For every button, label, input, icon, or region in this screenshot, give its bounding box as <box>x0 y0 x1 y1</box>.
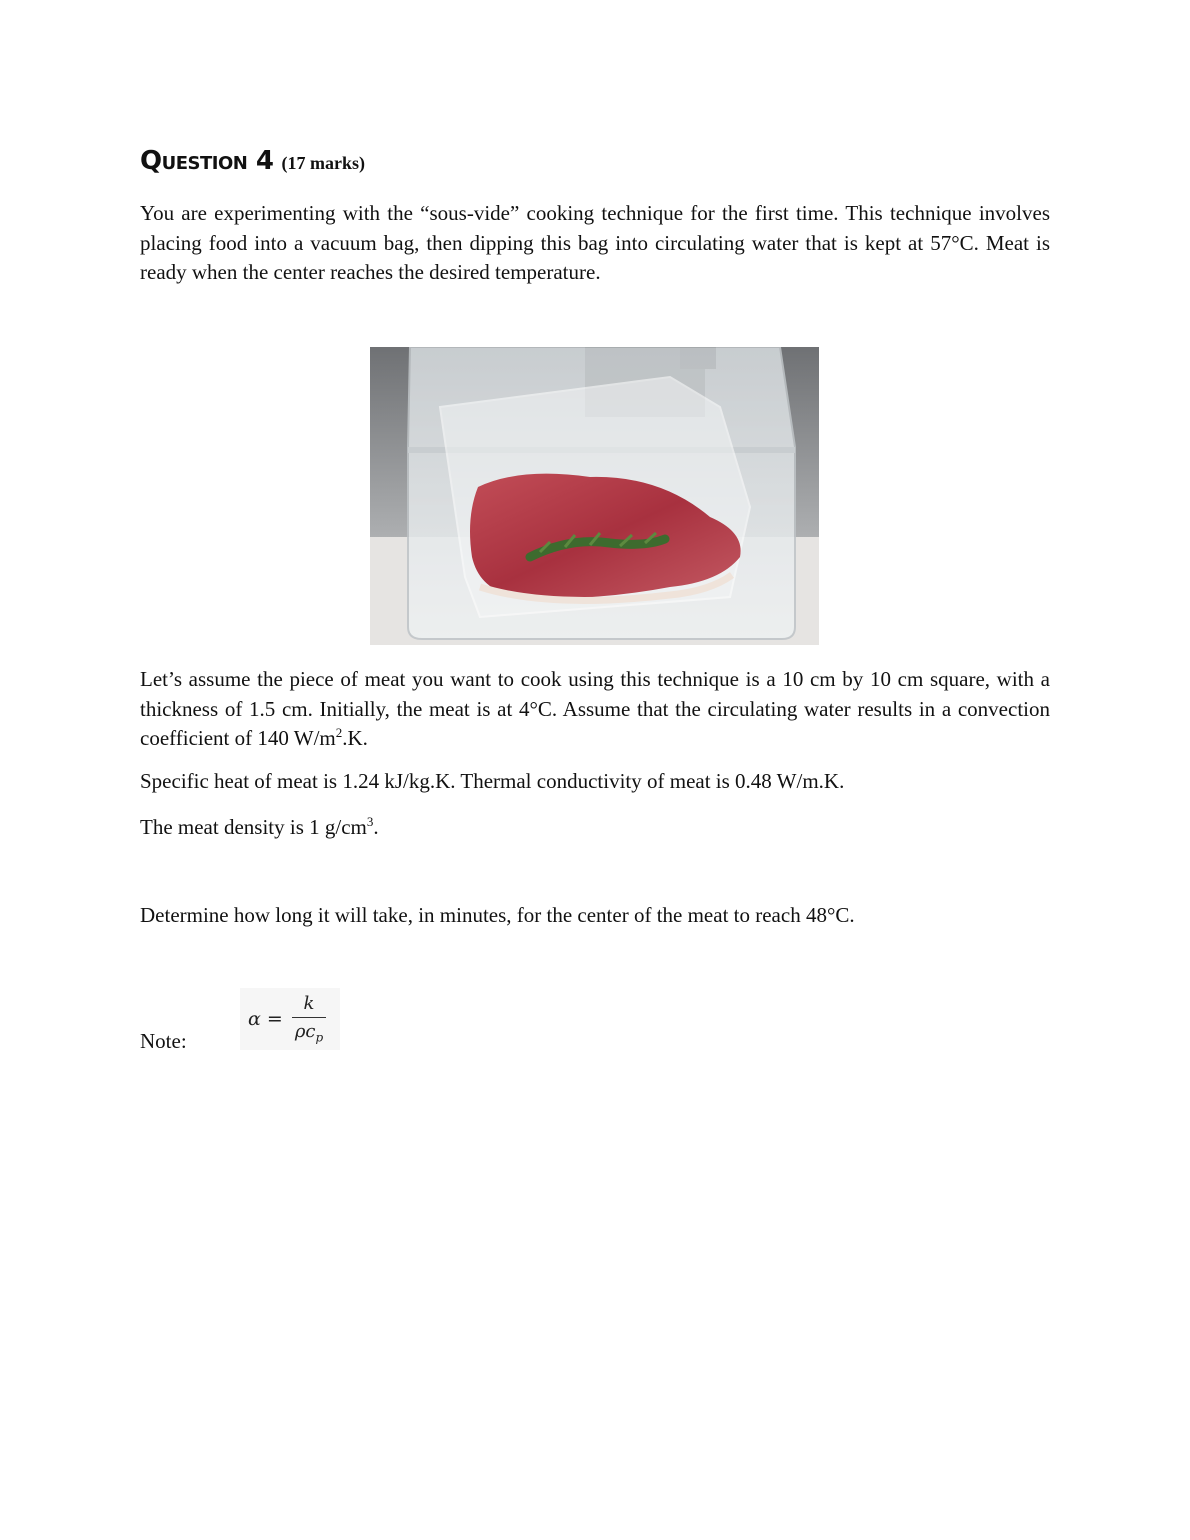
density-superscript: 3 <box>366 814 374 829</box>
formula-numerator: k <box>303 993 315 1014</box>
formula-denominator <box>292 1020 326 1050</box>
assumption-text: Let’s assume the piece of meat you want to cook using this technique is a 10 cm by 10 cm square, with a thickness of 1.5 cm. Initially, the meat is at 4°C. Assume that the circulating water results in a convection coefficient of 140 W/m <box>140 667 1050 750</box>
diffusivity-formula <box>240 988 340 1050</box>
formula-lhs: α = <box>248 1008 283 1030</box>
intro-paragraph: You are experimenting with the “sous-vide” cooking technique for the first time. This technique involves placing food into a vacuum bag, then dipping this bag into circulating water that is kept at 57°C. Meat is ready when the center reaches the desired temperature. <box>140 201 1050 284</box>
density-text: The meat density is 1 g/cm <box>140 815 367 839</box>
task-paragraph: Determine how long it will take, in minutes, for the center of the meat to reach 48°C. <box>140 903 855 927</box>
question-title: Question 4 <box>140 146 274 176</box>
assumption-text-end: .K. <box>342 726 368 750</box>
specific-heat-paragraph: Specific heat of meat is 1.24 kJ/kg.K. Thermal conductivity of meat is 0.48 W/m.K. <box>140 769 845 793</box>
sous-vide-meat-photo <box>370 347 819 645</box>
question-heading <box>140 146 365 176</box>
density-text-end: . <box>373 815 379 839</box>
fraction-bar <box>292 1017 326 1018</box>
formula-fraction <box>292 992 326 1050</box>
note-label: Note: <box>140 1029 187 1053</box>
density-paragraph <box>140 813 1050 843</box>
formula-denominator-main: ρc <box>294 1021 316 1042</box>
assumption-superscript: 2 <box>335 725 343 740</box>
assumption-paragraph <box>140 665 1050 754</box>
formula-denominator-sub: p <box>315 1030 324 1045</box>
question-marks: (17 marks) <box>281 153 365 173</box>
